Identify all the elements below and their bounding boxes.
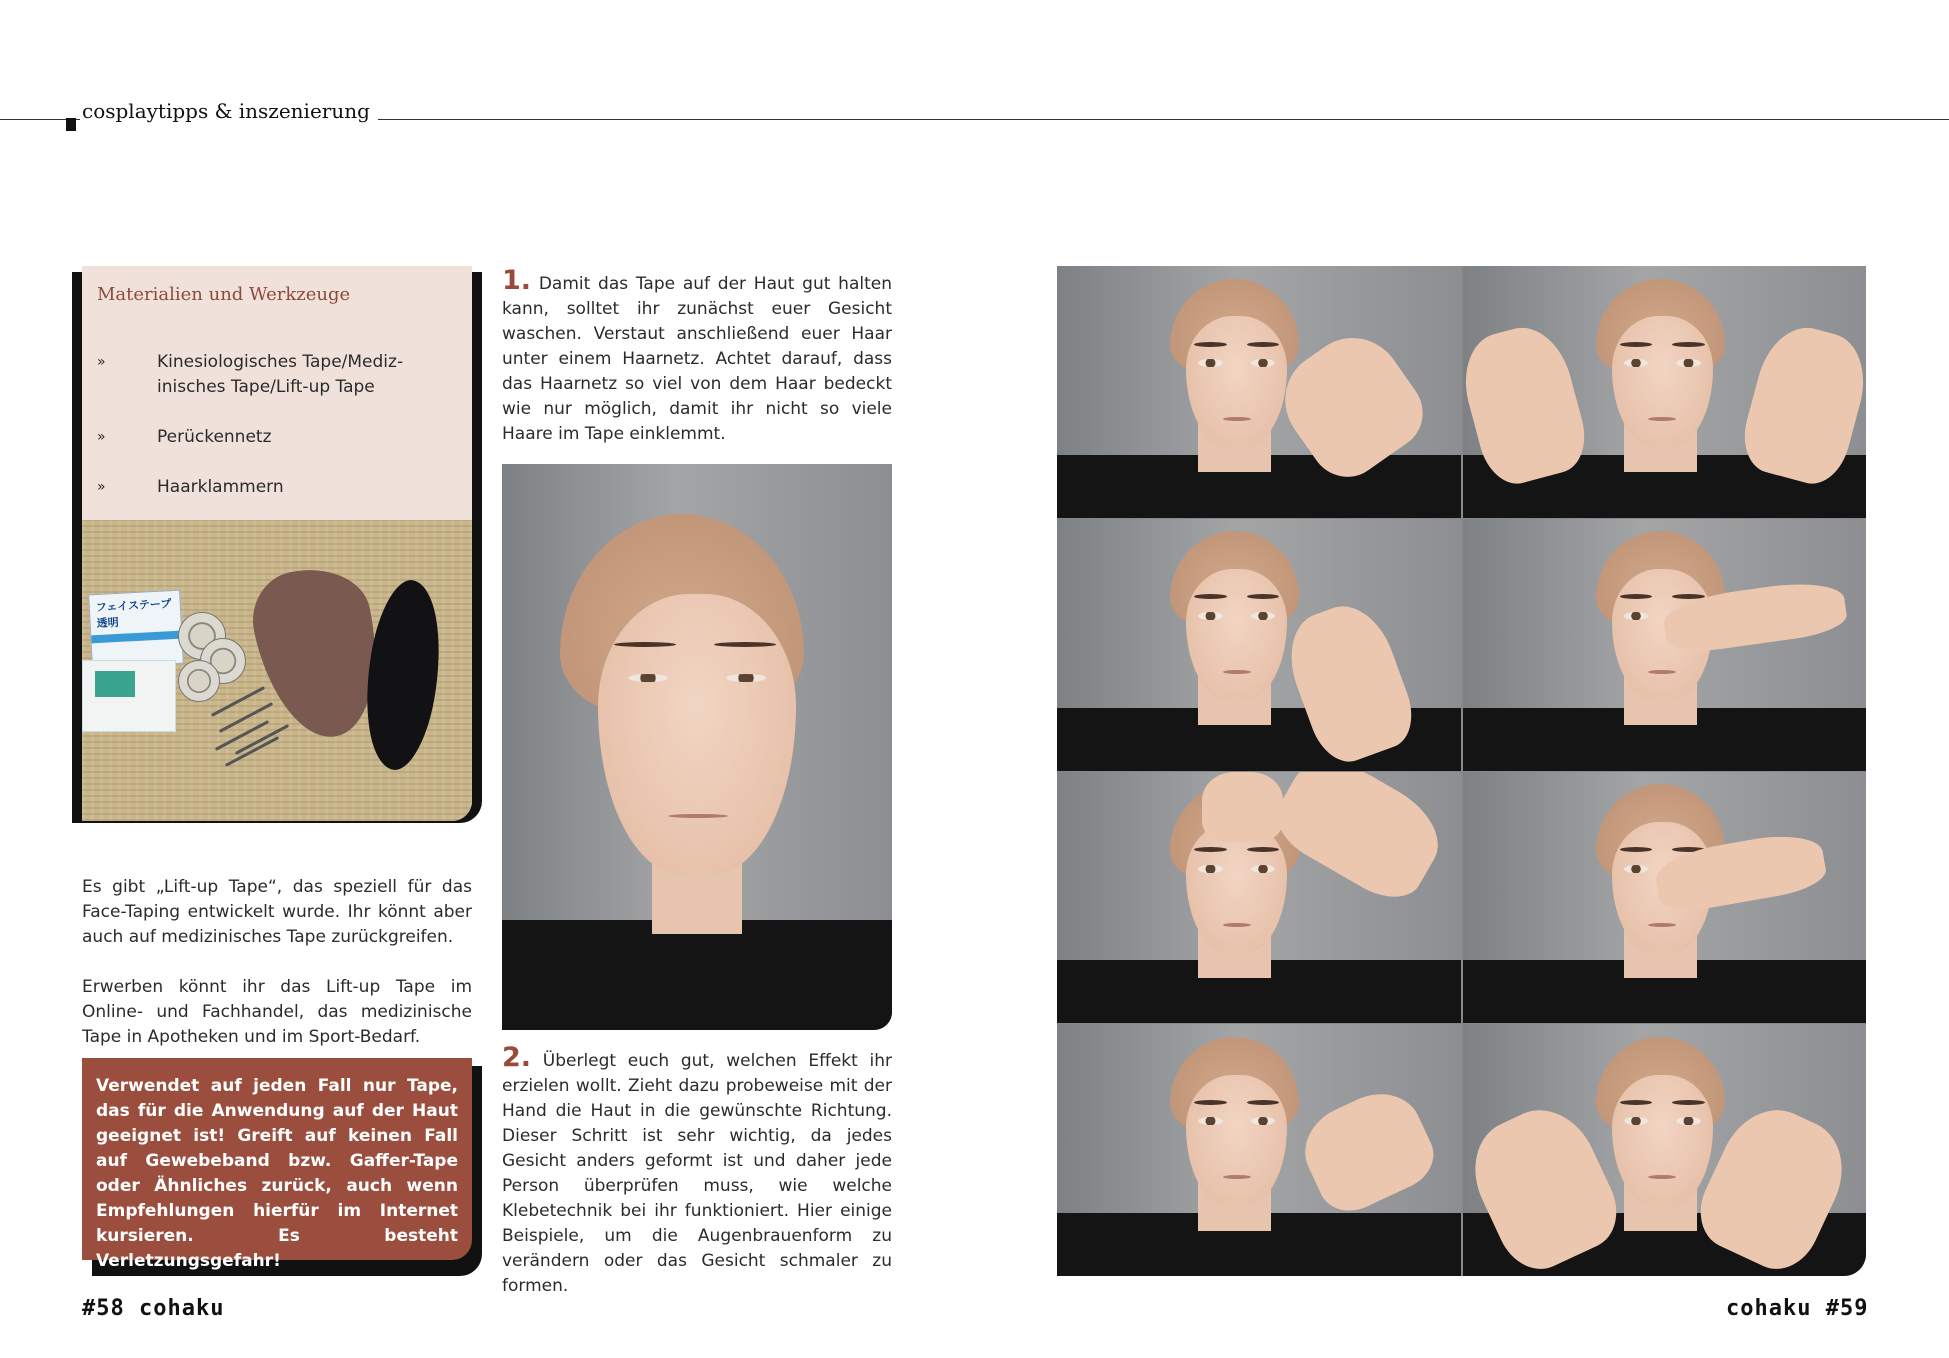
step-photo	[1057, 266, 1461, 518]
step-photo	[1463, 772, 1867, 1024]
step-photo	[1463, 1024, 1867, 1276]
step-1	[502, 265, 892, 447]
step-text: Damit das Tape auf der Haut gut halten kann, solltet ihr zunächst euer Gesicht waschen. Verstaut anschließend euer Haar unter einem Haarnetz. Achtet darauf, dass das Haarnetz so viel von dem Haar bedeckt wie nur möglich, damit ihr nicht so viele Haare im Tape einklemmt.	[502, 274, 892, 444]
step-number: 2.	[502, 1042, 532, 1073]
bullet-glyph: »	[97, 479, 106, 495]
intro-paragraph: Es gibt „Lift-up Tape“, das speziell für das Face-Taping entwickelt wurde. Ihr könnt aber auch auf medizinisches Tape zurückgreifen.	[82, 877, 472, 947]
photo-grid	[1057, 266, 1866, 1276]
tape-roll	[178, 660, 220, 702]
materials-title: Materialien und Werkzeuge	[97, 284, 351, 305]
list-item: » Kinesiologisches Tape/Mediz-inisches Tape/Lift-up Tape	[97, 352, 404, 397]
step-photo	[1057, 519, 1461, 771]
tape-sheet	[82, 660, 176, 732]
materials-photo	[82, 520, 472, 821]
tape-box-label: フェイステープ透明	[95, 597, 172, 631]
step-2	[502, 1042, 892, 1299]
step-number: 1.	[502, 265, 532, 296]
bullet-glyph: »	[97, 354, 106, 370]
hand	[1202, 772, 1283, 842]
bullet-glyph: »	[97, 429, 106, 445]
step-photo	[1057, 1024, 1461, 1276]
tape-box	[88, 590, 184, 669]
section-title: cosplaytipps & inszenierung	[80, 98, 378, 124]
materials-list	[97, 350, 457, 525]
portrait-photo	[502, 464, 892, 1030]
header-marker	[66, 118, 76, 131]
materials-card	[82, 266, 472, 821]
warning-box	[82, 1058, 472, 1271]
page-number-left: #58 cohaku	[82, 1296, 225, 1321]
step-photo	[1463, 519, 1867, 771]
step-text: Überlegt euch gut, welchen Effekt ihr erzielen wollt. Zieht dazu probeweise mit der Hand die Haut in die gewünschte Richtung. Dieser Schritt ist sehr wichtig, da jedes Gesicht anders geformt ist und daher jede Person überprüfen muss, wie welche Klebetechnik bei ihr funktioniert. Hier einige Beispiele, um die Augenbrauenform zu verändern oder das Gesicht schmaler zu formen.	[502, 1051, 892, 1296]
purchase-paragraph: Erwerben könnt ihr das Lift-up Tape im Online- und Fachhandel, das medizinische Tape in Apotheken und im Sport-Bedarf.	[82, 977, 472, 1047]
page-number-right: cohaku #59	[1726, 1296, 1869, 1321]
warning-text: Verwendet auf jeden Fall nur Tape, das für die Anwendung auf der Haut geeignet ist! Greift auf keinen Fall auf Gewebeband bzw. Gaffer-Tape oder Ähnliches zurück, auch wenn Empfehlungen hierfür im Internet kursieren. Es besteht Verletzungsgefahr!	[96, 1076, 458, 1271]
step-photo	[1463, 266, 1867, 518]
list-item: » Haarklammern	[97, 475, 457, 500]
step-photo	[1057, 772, 1461, 1024]
list-item: » Perückennetz	[97, 425, 457, 450]
